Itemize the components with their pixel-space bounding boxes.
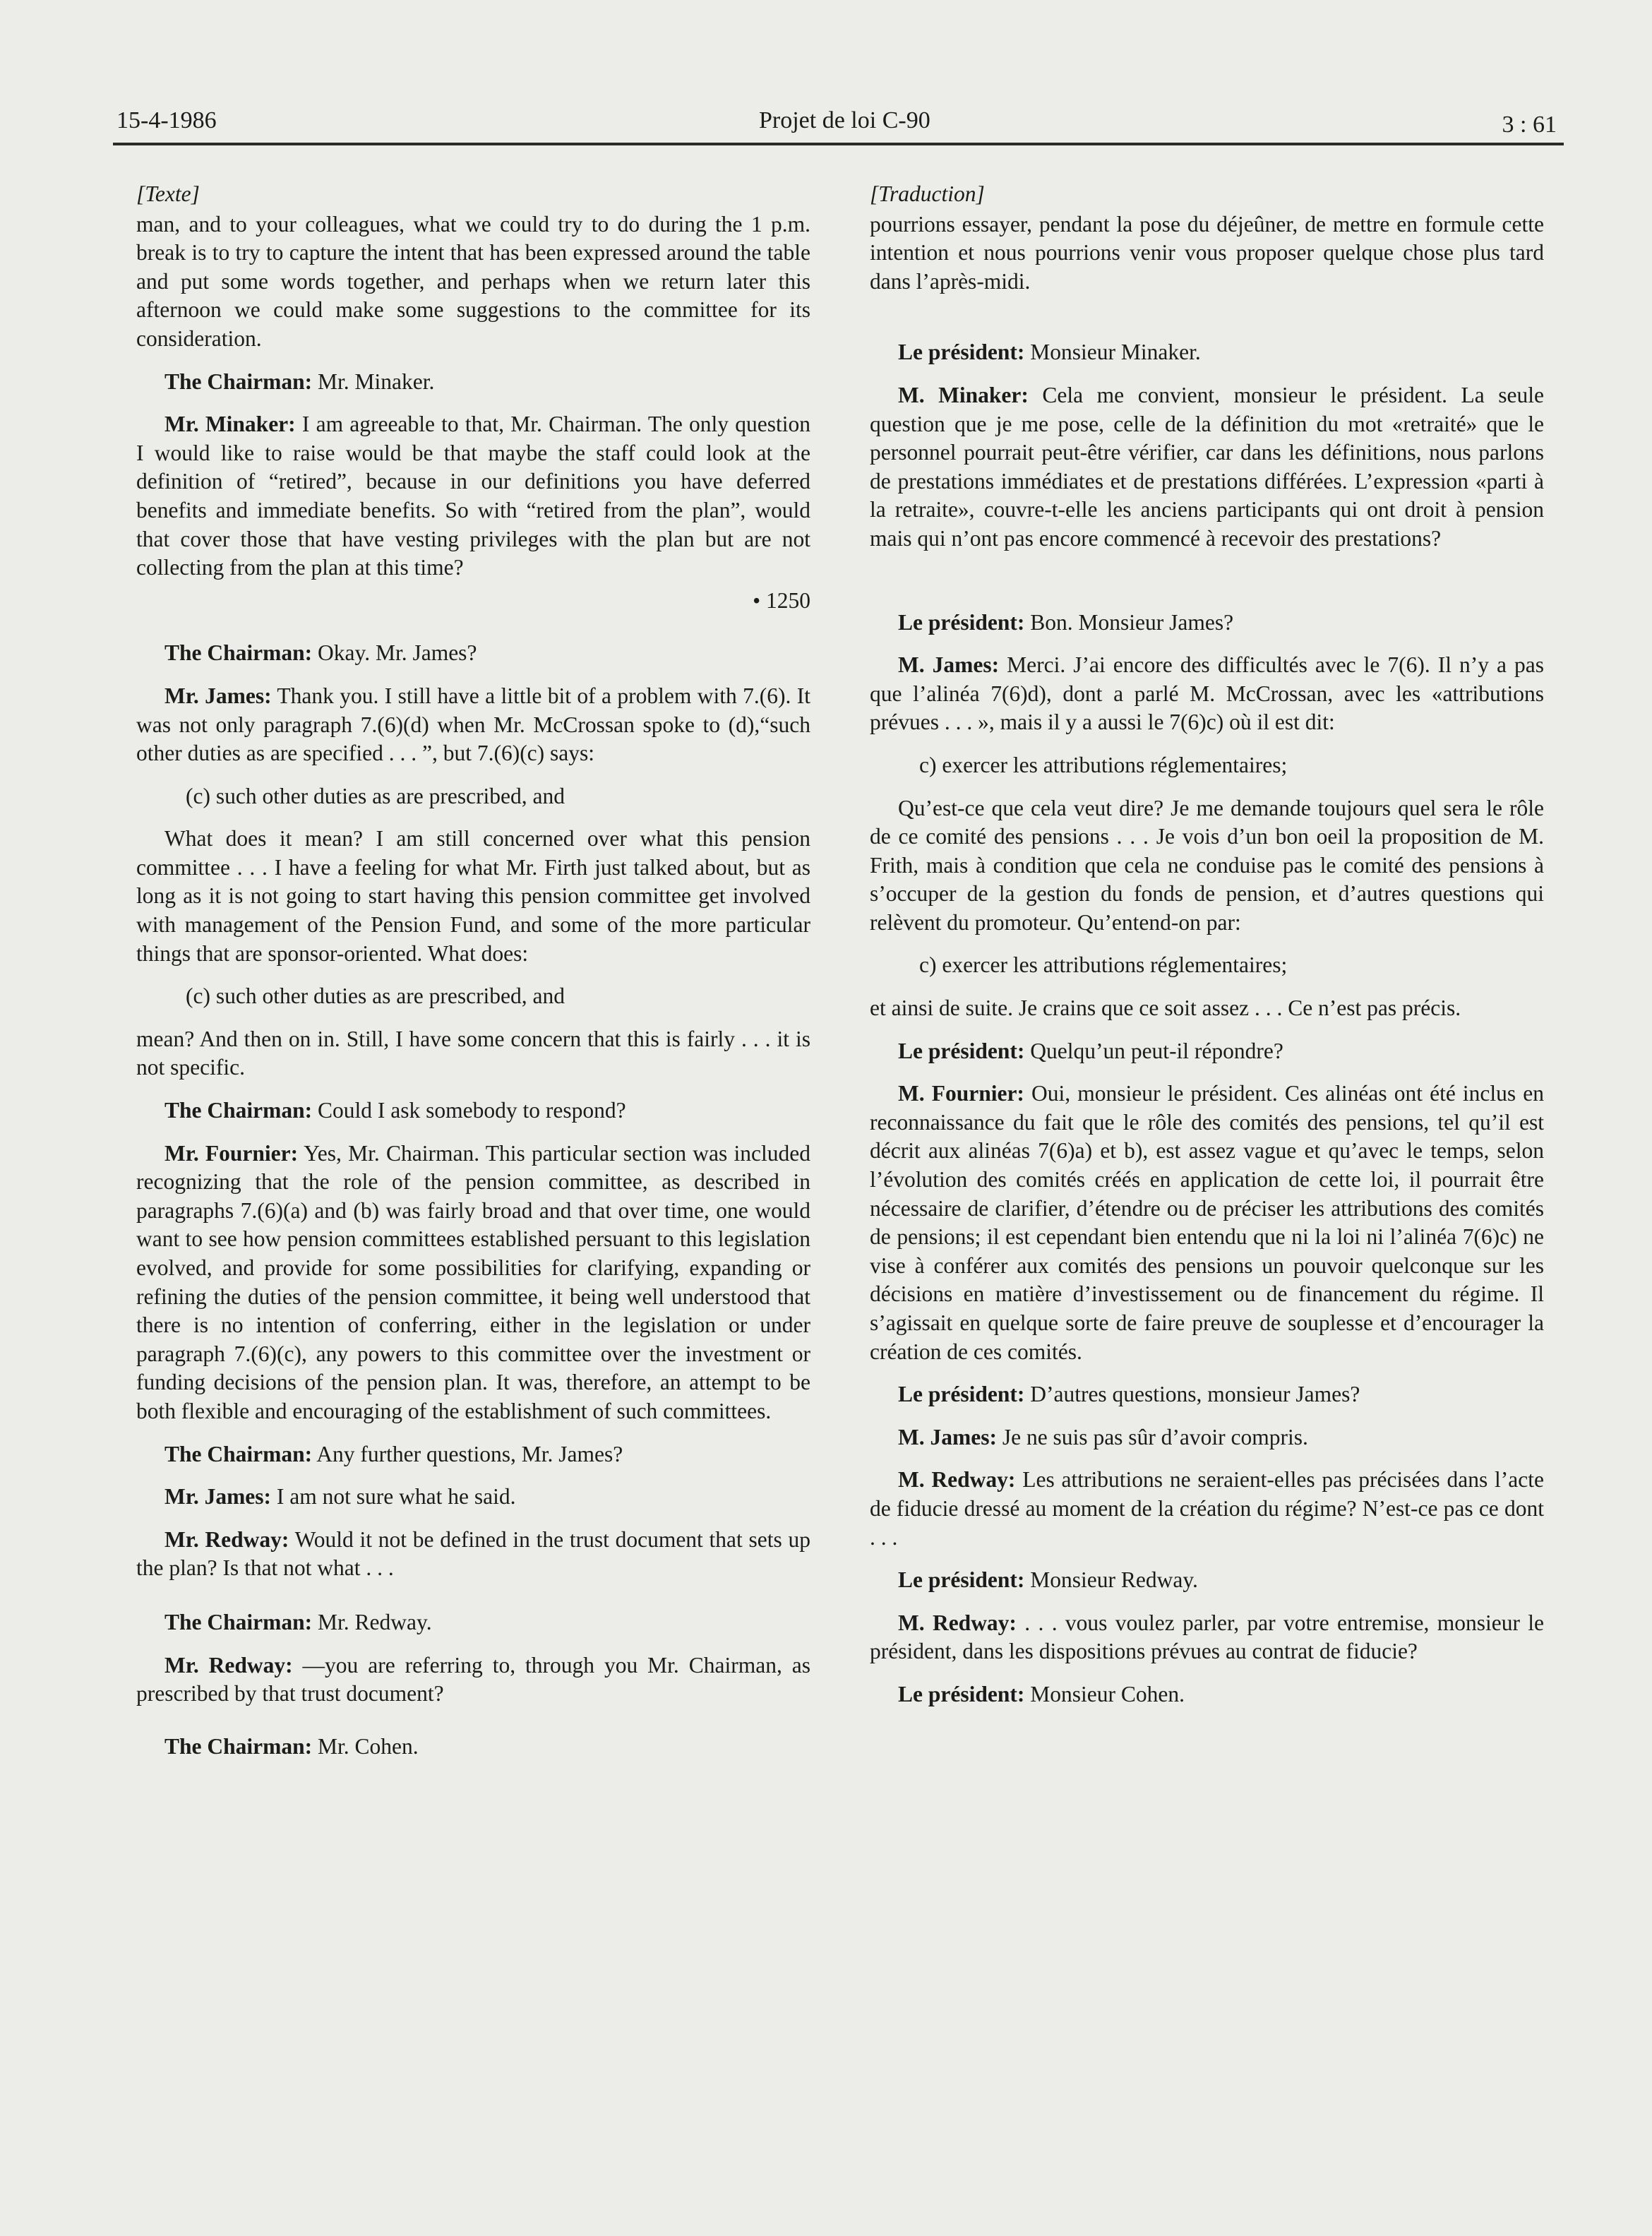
time-marker: • 1250 bbox=[753, 587, 810, 613]
speech-paragraph bbox=[136, 1483, 810, 1512]
speech-paragraph bbox=[136, 639, 810, 668]
speaker-name: The Chairman: bbox=[164, 1733, 313, 1759]
speech-text: Monsieur Minaker. bbox=[1024, 340, 1201, 365]
speaker-name: The Chairman: bbox=[164, 1098, 313, 1123]
paragraph: pourrions essayer, pendant la pose du déjeûner, de mettre en formule cette intention et nous pourrions venir vous proposer quelque chose plus tard dans l’après-midi. bbox=[870, 211, 1544, 294]
speech-text: Les attributions ne seraient-elles pas précisées dans l’acte de fiducie dressé au moment de la création du régime? N’est-ce pas ce dont . . . bbox=[870, 1467, 1544, 1550]
paragraph: mean? And then on in. Still, I have some concern that this is fairly . . . it is not specific. bbox=[136, 1026, 810, 1080]
quoted-provision: (c) such other duties as are prescribed, and bbox=[186, 984, 565, 1009]
speech-text: I am not sure what he said. bbox=[271, 1484, 516, 1509]
speech-text: I am agreeable to that, Mr. Chairman. The only question I would like to raise would be that maybe the staff could look at the definition of “retired”, because in our definitions you have deferred benefits and immediate benefits. So with “retired from the plan”, would that cover those that have vesting privileges with the plan but are not collecting from the plan at this time? bbox=[136, 412, 811, 580]
speech-text: Bon. Monsieur James? bbox=[1024, 609, 1234, 635]
speech-text: Quelqu’un peut-il répondre? bbox=[1024, 1038, 1283, 1063]
header-page-number: 3 : 61 bbox=[1502, 112, 1557, 138]
speech-text: Cela me convient, monsieur le président. La seule question que je me pose, celle de la définition du mot «retraité» que le personnel pourrait peut-être vérifier, car dans les définitions, nous parlons de prestations immédiates et de prestations différées. L’expression «parti à la retraite», couvre-t-elle les anciens participants qui ont droit à pension mais qui n’ont pas encore commencé à recevoir des prestations? bbox=[870, 382, 1544, 551]
column-label: [Texte] bbox=[136, 181, 200, 206]
speech-text: Mr. Cohen. bbox=[312, 1733, 419, 1759]
speaker-name: The Chairman: bbox=[164, 369, 313, 394]
speech-text: Mr. Minaker. bbox=[312, 369, 435, 394]
header-rule bbox=[113, 143, 1564, 145]
speech-paragraph bbox=[870, 1423, 1544, 1452]
speaker-name: M. Minaker: bbox=[898, 382, 1029, 407]
speech-paragraph bbox=[136, 1608, 810, 1637]
speech-paragraph bbox=[870, 609, 1544, 638]
speaker-name: M. Redway: bbox=[898, 1467, 1016, 1493]
page-header bbox=[116, 107, 1557, 143]
paragraph: What does it mean? I am still concerned over what this pension committee . . . I have a feeling for what Mr. Firth just talked about, but as long as it is not going to start having this pension committee get involved with management of the Pension Fund, and some of the more particular things that are sponsor-oriented. What does: bbox=[136, 826, 810, 966]
speech-text: Monsieur Cohen. bbox=[1024, 1681, 1185, 1706]
speech-text: Okay. Mr. James? bbox=[312, 640, 477, 666]
header-date: 15-4-1986 bbox=[116, 107, 217, 133]
speech-paragraph bbox=[870, 1037, 1544, 1066]
french-column bbox=[870, 180, 1544, 1709]
speech-text: —you are referring to, through you Mr. Chairman, as prescribed by that trust document? bbox=[136, 1652, 810, 1706]
speaker-name: The Chairman: bbox=[164, 1441, 313, 1466]
speaker-name: M. Redway: bbox=[898, 1610, 1017, 1635]
speech-paragraph bbox=[870, 1566, 1544, 1595]
speaker-name: The Chairman: bbox=[164, 640, 313, 666]
speech-paragraph bbox=[136, 1651, 810, 1709]
speech-text: Mr. Redway. bbox=[312, 1609, 432, 1634]
speech-text: Je ne suis pas sûr d’avoir compris. bbox=[996, 1424, 1308, 1449]
quoted-provision: c) exercer les attributions réglementaires; bbox=[919, 952, 1288, 978]
speech-paragraph bbox=[870, 1680, 1544, 1709]
speech-text: Oui, monsieur le président. Ces alinéas ont été inclus en reconnaissance du fait que le rôle des comités des pensions, tel qu’il est décrit aux alinéas 7(6)a) et b), est assez vague et qu’avec le temps, selon l’évolution des comités créés en application de cette loi, il pourrait être nécessaire de clarifier, d’étendre ou de préciser les attributions des comités de pensions; il est cependant bien entendu que ni la loi ni l’alinéa 7(6)c) ne vise à conférer aux comités des pensions un pouvoir quelconque sur les décisions en matière d’investissement ou de financement du régime. Il s’agissait en quelque sorte de faire preuve de souplesse et d’encourager la création de ces comités. bbox=[870, 1081, 1544, 1364]
speaker-name: Le président: bbox=[898, 1567, 1025, 1593]
paragraph: et ainsi de suite. Je crains que ce soit assez . . . Ce n’est pas précis. bbox=[870, 996, 1461, 1021]
speech-paragraph bbox=[870, 1080, 1544, 1366]
speaker-name: Le président: bbox=[898, 1681, 1025, 1706]
speech-paragraph bbox=[870, 1380, 1544, 1409]
speech-text: Any further questions, Mr. James? bbox=[312, 1441, 623, 1466]
speaker-name: Le président: bbox=[898, 1038, 1025, 1063]
speech-paragraph bbox=[136, 1733, 810, 1762]
speaker-name: Mr. Redway: bbox=[164, 1526, 289, 1552]
speech-text: Could I ask somebody to respond? bbox=[312, 1098, 626, 1123]
speaker-name: Mr. Fournier: bbox=[164, 1140, 299, 1166]
quoted-provision: c) exercer les attributions réglementaires; bbox=[919, 752, 1288, 777]
header-bill-title: Projet de loi C-90 bbox=[759, 107, 930, 133]
quoted-provision: (c) such other duties as are prescribed, and bbox=[186, 783, 565, 808]
english-column bbox=[136, 180, 810, 1761]
speech-text: Would it not be defined in the trust document that sets up the plan? Is that not what . . . bbox=[136, 1526, 810, 1581]
speech-text: D’autres questions, monsieur James? bbox=[1024, 1382, 1360, 1407]
speech-text: Yes, Mr. Chairman. This particular section was included recognizing that the role of the pension committee, as described in paragraphs 7.(6)(a) and (b) was fairly broad and that over time, one would want to see how pension committees established persuant to this legislation evolved, and provide for some possibilities for clarifying, expanding or refining the duties of the pension committee, it being well understood that there is no intention of conferring, either in the legislation or under paragraph 7.(6)(c), any powers to this committee over the investment or funding decisions of the pension plan. It was, therefore, an attempt to be both flexible and encouraging of the establishment of such committees. bbox=[136, 1140, 810, 1423]
speech-paragraph bbox=[870, 1466, 1544, 1552]
speaker-name: Mr. Redway: bbox=[164, 1652, 293, 1678]
speech-paragraph bbox=[870, 381, 1544, 554]
paragraph: man, and to your colleagues, what we could try to do during the 1 p.m. break is to try to capture the intent that has been expressed around the table and put some words together, and perhaps when we return later this afternoon we could make some suggestions to the committee for its consideration. bbox=[136, 211, 810, 351]
speech-paragraph bbox=[870, 651, 1544, 737]
speech-paragraph bbox=[136, 1440, 810, 1469]
speaker-name: Le président: bbox=[898, 1382, 1025, 1407]
speech-text: Merci. J’ai encore des difficultés avec le 7(6). Il n’y a pas que l’alinéa 7(6)d), dont a parlé M. McCrossan, avec les «attributions prévues . . . », mais il y a aussi le 7(6)c) où il est dit: bbox=[870, 652, 1544, 735]
speaker-name: Mr. James: bbox=[164, 683, 272, 708]
paragraph: Qu’est-ce que cela veut dire? Je me demande toujours quel sera le rôle de ce comité des pensions . . . Je vois d’un bon oeil la proposition de M. Frith, mais à condition que cela ne conduise pas le comité des pensions à s’occuper de la gestion du fonds de pension, et d’autres questions qui relèvent du promoteur. Qu’entend-on par: bbox=[870, 795, 1544, 935]
speech-text: Monsieur Redway. bbox=[1024, 1567, 1198, 1593]
speech-text: Thank you. I still have a little bit of a problem with 7.(6). It was not only paragraph 7.(6)(d) when Mr. McCrossan spoke to (d),“such other duties as are specified . . . ”, but 7.(6)(c) says: bbox=[136, 683, 810, 766]
speaker-name: Mr. James: bbox=[164, 1484, 272, 1509]
speech-paragraph bbox=[136, 1526, 810, 1583]
speaker-name: M. James: bbox=[898, 652, 1000, 678]
speech-paragraph bbox=[870, 1609, 1544, 1666]
speaker-name: Le président: bbox=[898, 340, 1025, 365]
speech-paragraph bbox=[870, 338, 1544, 367]
speech-text: . . . vous voulez parler, par votre entremise, monsieur le président, dans les dispositions prévues au contrat de fiducie? bbox=[870, 1610, 1545, 1664]
speaker-name: M. James: bbox=[898, 1424, 997, 1449]
speech-paragraph bbox=[136, 1096, 810, 1125]
speaker-name: Le président: bbox=[898, 609, 1025, 635]
speaker-name: The Chairman: bbox=[164, 1609, 313, 1634]
speech-paragraph bbox=[136, 1140, 810, 1426]
speech-paragraph bbox=[136, 682, 810, 768]
speech-paragraph bbox=[136, 410, 810, 582]
speaker-name: M. Fournier: bbox=[898, 1081, 1024, 1106]
column-label: [Traduction] bbox=[870, 181, 985, 206]
speaker-name: Mr. Minaker: bbox=[164, 412, 296, 437]
speech-paragraph bbox=[136, 368, 810, 397]
